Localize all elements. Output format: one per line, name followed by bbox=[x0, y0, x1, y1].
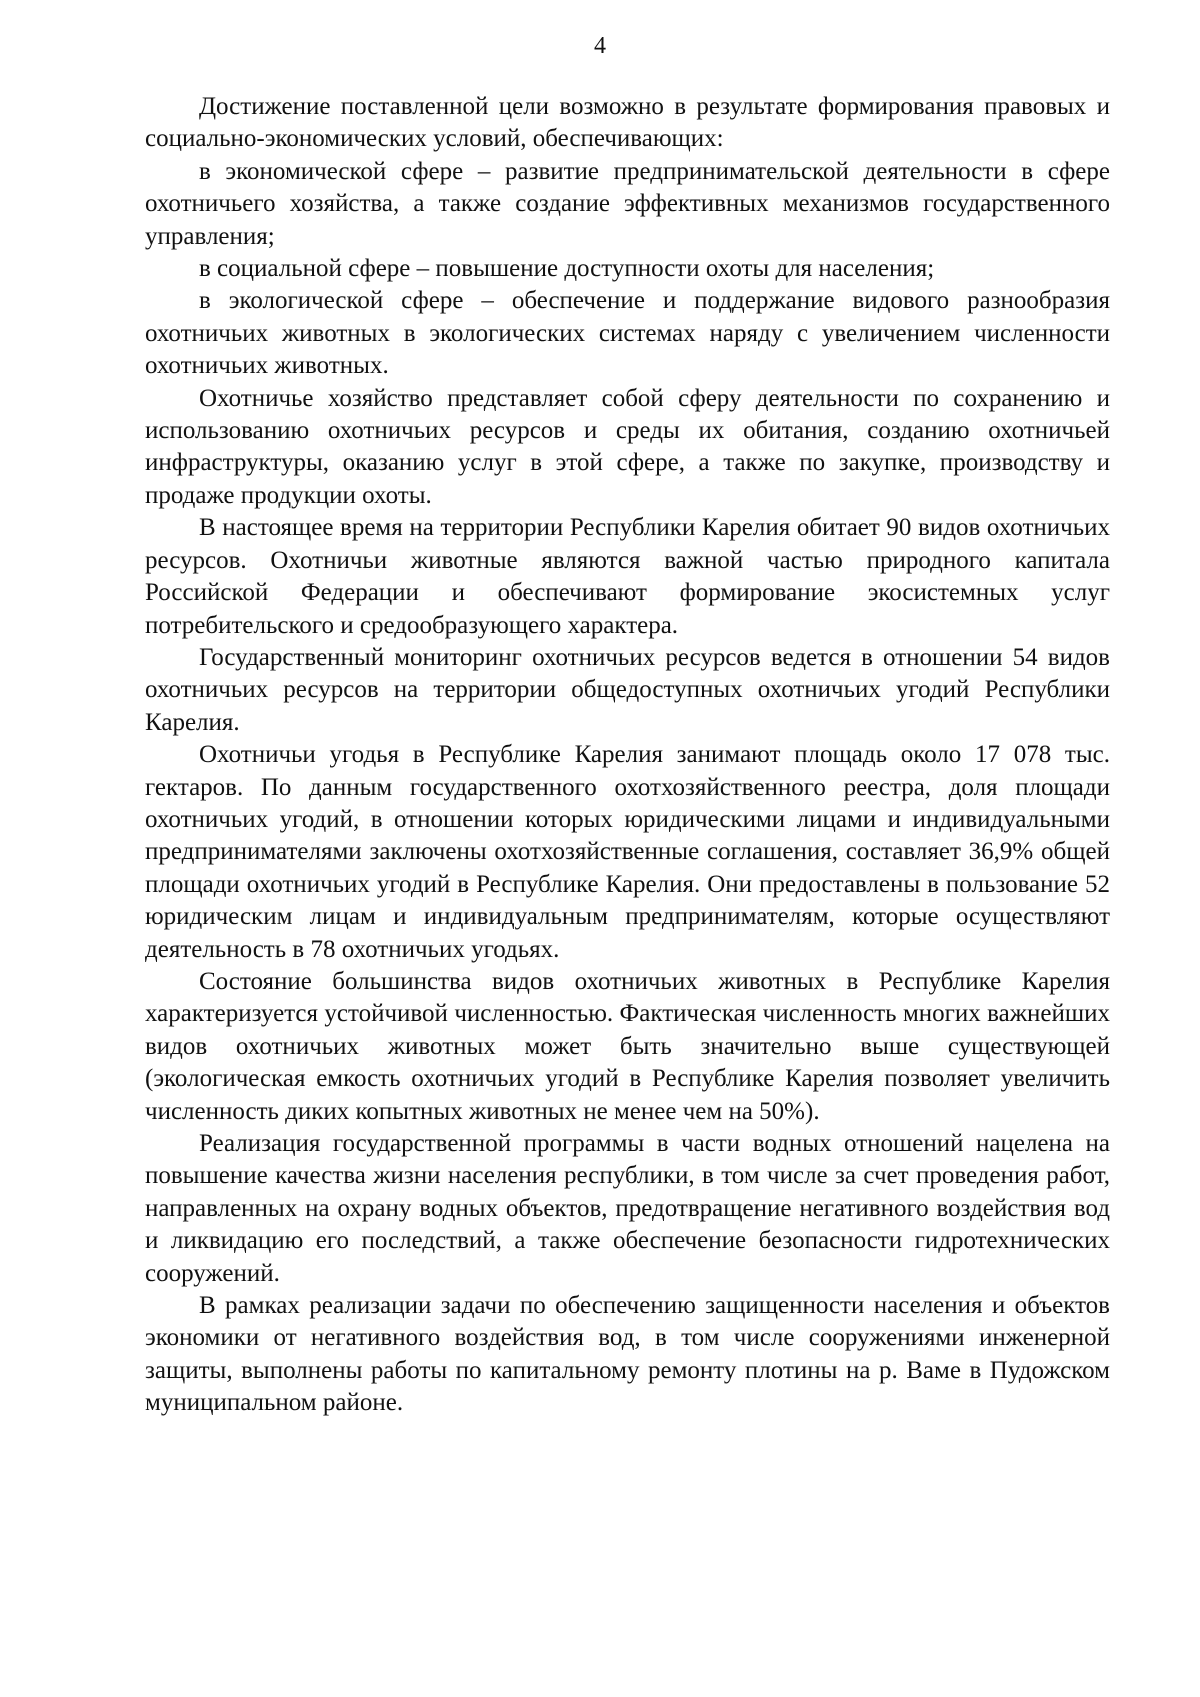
paragraph: В рамках реализации задачи по обеспечению защищенности населения и объектов экономики от негативного воздействия вод, в том числе сооружениями инженерной защиты, выполнены работы по капитальному ремонту плотины на р. Ваме в Пудожском муниципальном районе. bbox=[145, 1292, 1110, 1417]
paragraph: в социальной сфере – повышение доступности охоты для населения; bbox=[199, 255, 935, 283]
paragraph: Достижение поставленной цели возможно в результате формирования правовых и социально-экономических условий, обеспечивающих: bbox=[145, 93, 1110, 153]
paragraph: Охотничье хозяйство представляет собой сферу деятельности по сохранению и использованию охотничьих ресурсов и среды их обитания, созданию охотничьей инфраструктуры, оказанию услуг в этой сфере, а также по закупке, производству и продаже продукции охоты. bbox=[145, 384, 1110, 509]
page-number: 4 bbox=[594, 33, 606, 59]
paragraph: Государственный мониторинг охотничьих ресурсов ведется в отношении 54 видов охотничьих ресурсов на территории общедоступных охотничьих угодий Республики Карелия. bbox=[145, 643, 1110, 736]
paragraph: Охотничьи угодья в Республике Карелия занимают площадь около 17 078 тыс. гектаров. По данным государственного охотхозяйственного реестра, доля площади охотничьих угодий, в отношении которых юридическими лицами и индивидуальными предпринимателями заключены охотхозяйственные соглашения, составляет 36,9% общей площади охотничьих угодий в Республике Карелия. Они предоставлены в пользование 52 юридическим лицам и индивидуальным предпринимателям, которые осуществляют деятельность в 78 охотничьих угодьях. bbox=[145, 741, 1110, 963]
paragraph: Состояние большинства видов охотничьих животных в Республике Карелия характеризуется устойчивой численностью. Фактическая численность многих важнейших видов охотничьих животных может быть значительно выше существующей (экологическая емкость охотничьих угодий в Республике Карелия позволяет увеличить численность диких копытных животных не менее чем на 50%). bbox=[145, 967, 1110, 1125]
paragraph: Реализация государственной программы в части водных отношений нацелена на повышение качества жизни населения республики, в том числе за счет проведения работ, направленных на охрану водных объектов, предотвращение негативного воздействия вод и ликвидацию его последствий, а также обеспечение безопасности гидротехнических сооружений. bbox=[145, 1130, 1110, 1287]
paragraph: в экологической сфере – обеспечение и поддержание видового разнообразия охотничьих животных в экологических системах наряду с увеличением численности охотничьих животных. bbox=[145, 287, 1110, 380]
paragraph: в экономической сфере – развитие предпринимательской деятельности в сфере охотничьего хозяйства, а также создание эффективных механизмов государственного управления; bbox=[145, 157, 1110, 250]
paragraph: В настоящее время на территории Республики Карелия обитает 90 видов охотничьих ресурсов. Охотничьи животные являются важной частью природного капитала Российской Федерации и обеспечивают формирование экосистемных услуг потребительского и средообразующего характера. bbox=[145, 514, 1110, 639]
body-text bbox=[145, 91, 1110, 1420]
